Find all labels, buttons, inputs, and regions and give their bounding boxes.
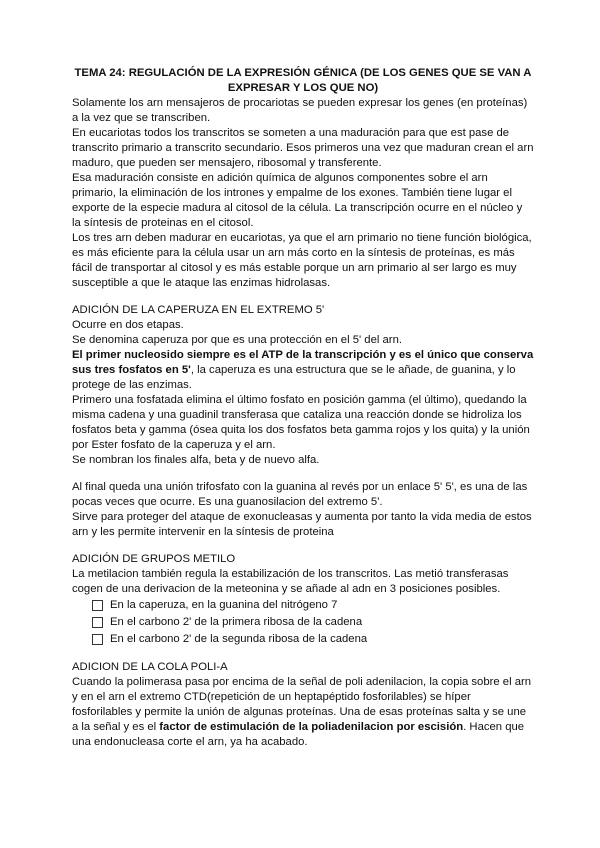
section-heading-caperuza: ADICIÓN DE LA CAPERUZA EN EL EXTREMO 5'	[72, 304, 325, 316]
spacer	[72, 468, 534, 480]
document-page	[72, 66, 534, 750]
caperuza-paragraph-3	[72, 348, 534, 393]
section-heading-metilo: ADICIÓN DE GRUPOS METILO	[72, 553, 236, 565]
caperuza-paragraph-7: Sirve para proteger del ataque de exonucleasas y aumenta por tanto la vida media de estos arn y les permite intervenir en la síntesis de proteina	[72, 511, 532, 538]
checkbox-item[interactable]	[92, 631, 534, 648]
intro-paragraph-4: Los tres arn deben madurar en eucariotas, ya que el arn primario no tiene función biológica, es más eficiente para la célula usar un arn más corto en la síntesis de proteínas, es más fácil de transportar al citosol y es más estable porque un arn primario al ser largo es muy susceptible a que le ataque las enzimas hidrolasas.	[72, 232, 532, 289]
caperuza-bold-text: El primer nucleosido siempre es el ATP de la transcripción y es el único que conserva sus tres fosfatos en 5'	[72, 349, 534, 376]
metilo-paragraph-1: La metilacion también regula la estabilización de los transcritos. Las metió transferasas cogen de una derivacion de la meteonina y se añade al adn en 3 posiciones posibles.	[72, 568, 509, 595]
document-title: TEMA 24: REGULACIÓN DE LA EXPRESIÓN GÉNICA (DE LOS GENES QUE SE VAN A EXPRESAR Y LOS QUE NO)	[74, 67, 532, 94]
caperuza-paragraph-5: Se nombran los finales alfa, beta y de nuevo alfa.	[72, 454, 320, 466]
caperuza-paragraph-4: Primero una fosfatada elimina el último fosfato en posición gamma (el último), quedando la misma cadena y una guadinil transferasa que cataliza una reacción donde se hidroliza los fosfatos beta y gamma (ósea quita los dos fosfatos beta gamma rojos y los quita) y la unión por Ester fosfato de la caperuza y el arn.	[72, 394, 530, 451]
checkbox-item-label: En la caperuza, en la guanina del nitrógeno 7	[110, 599, 338, 611]
cola-bold-text: factor de estimulación de la poliadenilacion por escisión	[159, 721, 464, 733]
cola-paragraph-1-start: Cuando la polimerasa pasa por encima de la señal de poli adenilacion, la copia sobre el arn y en el arn el extremo CTD(repetición de un heptapéptido fosforilables) se híper fosforilables y permite la unión de algunas proteínas. Una de esas proteínas salta y se une a la señal y es el	[72, 676, 532, 733]
checkbox-item-label: En el carbono 2' de la primera ribosa de la cadena	[110, 616, 363, 628]
checkbox-icon[interactable]	[92, 634, 103, 645]
checkbox-icon[interactable]	[92, 600, 103, 611]
intro-paragraph-2: En eucariotas todos los transcritos se someten a una maduración para que est pase de transcrito primario a transcrito secundario. Esos primeros una vez que maduran crean el arn maduro, que pueden ser mensajero, ribosomal y transferente.	[72, 127, 534, 169]
spacer	[72, 291, 534, 303]
checkbox-item[interactable]	[92, 614, 534, 631]
section-heading-cola-poli-a: ADICION DE LA COLA POLI-A	[72, 661, 228, 673]
checkbox-item[interactable]	[92, 597, 534, 614]
caperuza-paragraph-1: Ocurre en dos etapas.	[72, 319, 184, 331]
checkbox-item-label: En el carbono 2' de la segunda ribosa de la cadena	[110, 633, 368, 645]
caperuza-paragraph-3-rest: , la caperuza es una estructura que se le añade, de guanina, y lo protege de las enzimas.	[72, 364, 516, 391]
checkbox-list	[72, 597, 534, 648]
spacer	[72, 540, 534, 552]
cola-paragraph-1-rest: . Hacen que una endonucleasa corte el arn, ya ha acabado.	[72, 721, 525, 748]
caperuza-paragraph-2: Se denomina caperuza por que es una protección en el 5' del arn.	[72, 334, 402, 346]
intro-paragraph-1: Solamente los arn mensajeros de procariotas se pueden expresar los genes (en proteínas) a la vez que se transcriben.	[72, 97, 528, 124]
caperuza-paragraph-6: Al final queda una unión trifosfato con la guanina al revés por un enlace 5' 5', es una de las pocas veces que ocurre. Es una guanosilacion del extremo 5'.	[72, 481, 528, 508]
spacer	[72, 648, 534, 660]
checkbox-icon[interactable]	[92, 617, 103, 628]
cola-paragraph-1	[72, 675, 534, 750]
intro-paragraph-3: Esa maduración consiste en adición química de algunos componentes sobre el arn primario, la eliminación de los intrones y empalme de los exones. También tiene lugar el exporte de la especie madura al citosol de la célula. La transcripción ocurre en el núcleo y la síntesis de proteinas en el citosol.	[72, 172, 523, 229]
